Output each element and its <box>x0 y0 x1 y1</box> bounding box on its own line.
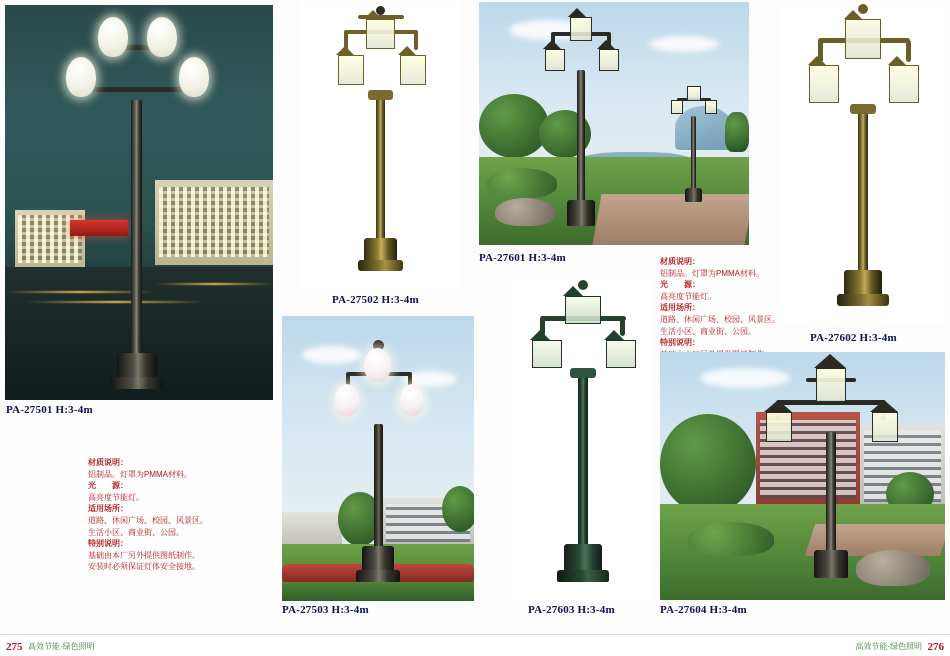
spec-line: 铝制品。灯罩为PMMA材料。 <box>660 268 764 278</box>
caption-pa-27501: PA-27501 H:3-4m <box>6 404 93 416</box>
lantern-roof <box>336 46 354 55</box>
lantern-body <box>845 19 881 59</box>
caption-pa-27502: PA-27502 H:3-4m <box>332 294 419 306</box>
lantern-roof <box>604 330 624 340</box>
lantern-body <box>809 65 839 103</box>
product-photo-pa-27503 <box>282 316 474 601</box>
lamp-base <box>814 550 848 578</box>
lantern-roof <box>844 10 862 19</box>
footer-text-left: 高效节能·绿色照明 <box>28 642 95 651</box>
lamp-globe <box>147 17 177 57</box>
spec-line: 道路、休闲广场、校园、风景区。 <box>660 314 780 324</box>
lantern-body <box>889 65 919 103</box>
lantern-body <box>606 340 636 368</box>
lantern-body <box>687 86 701 101</box>
footer-bar <box>0 634 950 656</box>
spec-block-left <box>88 457 208 573</box>
lamp-base-plinth <box>557 570 609 582</box>
caption-pa-27603: PA-27603 H:3-4m <box>528 604 615 616</box>
spec-line: 光 源： <box>660 280 700 290</box>
spec-line: 特别说明： <box>660 338 700 348</box>
lantern-roof <box>808 56 826 65</box>
lamp-base-plinth <box>358 260 403 271</box>
lantern-body <box>532 340 562 368</box>
spec-line: 安装时必须保证灯体安全接地。 <box>88 562 200 572</box>
lantern-body <box>400 55 426 85</box>
lantern-body <box>816 368 846 402</box>
lantern-roof <box>814 354 846 368</box>
spec-line: 生活小区、商业街、公园。 <box>88 527 184 537</box>
lantern-body <box>338 55 364 85</box>
lamp-post-pa-27601-distant <box>479 2 749 245</box>
lamp-arm <box>906 40 911 62</box>
lamp-globe <box>400 384 424 416</box>
lamp-post-pa-27602 <box>782 2 944 324</box>
lantern-roof <box>870 400 898 412</box>
spec-line: 高亮度节能灯。 <box>660 291 716 301</box>
lamp-base-plinth <box>356 570 400 582</box>
spec-line: 材质说明： <box>660 257 700 266</box>
lantern-roof <box>764 400 792 412</box>
lantern-body <box>565 296 601 324</box>
spec-line: 铝制品。灯罩为PMMA材料。 <box>88 469 192 479</box>
lamp-post-pa-27603 <box>512 278 652 600</box>
lantern-roof <box>888 56 906 65</box>
caption-pa-27602: PA-27602 H:3-4m <box>810 332 897 344</box>
lamp-pole <box>578 376 588 554</box>
spec-line: 基础由本厂另外提供图纸制作。 <box>88 550 200 560</box>
caption-pa-27601: PA-27601 H:3-4m <box>479 252 566 264</box>
lamp-post-pa-27502 <box>300 2 460 288</box>
lamp-globe <box>98 17 128 57</box>
lamp-pole <box>374 424 383 556</box>
lamp-globe <box>364 348 391 382</box>
caption-pa-27503: PA-27503 H:3-4m <box>282 604 369 616</box>
lantern-body <box>872 412 898 442</box>
lamp-post-pa-27503 <box>282 316 474 601</box>
lantern-roof <box>530 330 550 340</box>
lamp-collar <box>570 368 596 378</box>
page-number-right: 276 <box>927 641 944 653</box>
lamp-pole <box>691 116 696 194</box>
product-photo-pa-27501 <box>5 5 273 400</box>
product-photo-pa-27502 <box>300 2 460 288</box>
lamp-post-pa-27604 <box>660 352 945 600</box>
lamp-base <box>685 188 702 202</box>
spec-line: 光 源： <box>88 481 128 491</box>
lamp-collar <box>368 90 393 100</box>
lamp-pole <box>826 432 836 562</box>
lantern-body <box>671 100 683 114</box>
lantern-roof <box>364 10 382 19</box>
lamp-pole <box>376 98 385 248</box>
spec-line: 高亮度节能灯。 <box>88 492 144 502</box>
lantern-body <box>366 19 395 49</box>
spec-line: 适用场所： <box>660 303 700 313</box>
lamp-pole <box>858 112 868 282</box>
spec-line: 适用场所： <box>88 504 128 514</box>
lantern-body <box>766 412 792 442</box>
lantern-body <box>705 100 717 114</box>
lamp-post-pa-27501 <box>5 5 273 400</box>
lamp-base-plinth <box>111 377 163 389</box>
lamp-base-plinth <box>837 294 889 306</box>
lamp-collar <box>850 104 876 114</box>
lantern-roof <box>398 46 416 55</box>
footer-text-right: 高效节能·绿色照明 <box>855 642 922 651</box>
product-photo-pa-27601 <box>479 2 749 245</box>
product-photo-pa-27603 <box>512 278 652 600</box>
spec-line: 生活小区、商业街、公园。 <box>660 326 756 336</box>
spec-line: 道路、休闲广场、校园、风景区。 <box>88 515 208 525</box>
product-photo-pa-27604 <box>660 352 945 600</box>
page-number-left: 275 <box>6 641 23 653</box>
product-photo-pa-27602 <box>782 2 944 324</box>
lamp-globe <box>66 57 96 97</box>
lamp-pole <box>131 100 142 370</box>
lamp-globe <box>179 57 209 97</box>
lantern-roof <box>563 286 583 296</box>
spec-line: 材质说明： <box>88 458 128 467</box>
spec-line: 特别说明： <box>88 539 128 549</box>
lamp-arm <box>77 87 197 92</box>
caption-pa-27604: PA-27604 H:3-4m <box>660 604 747 616</box>
lamp-globe <box>335 384 359 416</box>
